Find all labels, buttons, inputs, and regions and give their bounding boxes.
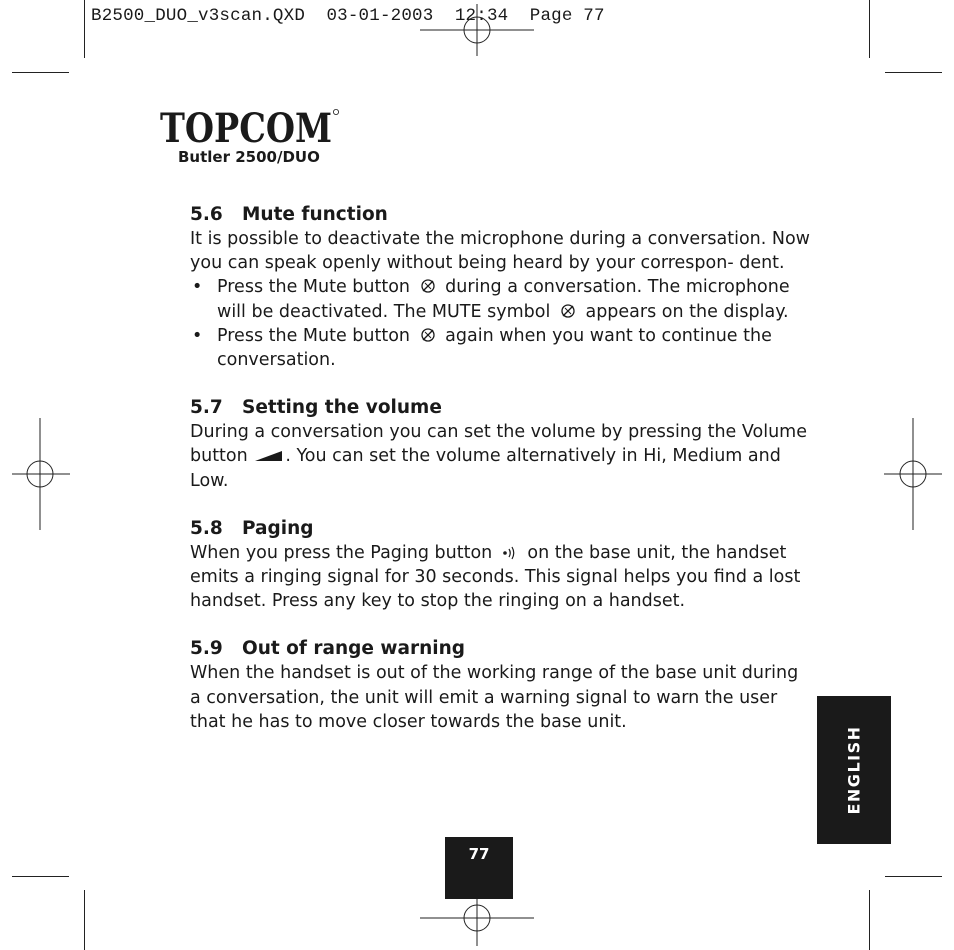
section-title: Setting the volume xyxy=(242,397,442,419)
topcom-logo xyxy=(160,105,340,152)
bullet-text: again when you want to continue the conversation. xyxy=(217,325,772,371)
mute-icon xyxy=(420,327,436,343)
section-heading xyxy=(190,396,810,420)
mute-icon xyxy=(560,303,576,319)
paragraph-text: . You can set the volume alternatively in Hi, Medium and Low. xyxy=(190,446,781,491)
print-slug: B2500_DUO_v3scan.QXD 03-01-2003 12:34 Page 77 xyxy=(91,6,605,26)
section-out-of-range xyxy=(190,637,810,734)
paragraph-text: When you press the Paging button xyxy=(190,542,493,563)
list-item xyxy=(190,275,810,323)
section-paragraph: When the handset is out of the working range of the base unit during a conversation, the unit will emit a warning signal to warn the user that he has to move closer towards the base unit. xyxy=(190,663,799,732)
bullet: • xyxy=(192,325,203,346)
section-paragraph: It is possible to deactivate the microphone during a conversation. Now you can speak openly without being heard by your correspon- dent. xyxy=(190,229,810,274)
model-name: Butler 2500/DUO xyxy=(178,148,320,166)
section-heading xyxy=(190,517,810,541)
language-label: ENGLISH xyxy=(844,725,864,815)
bullet-text: Press the Mute button xyxy=(217,325,411,346)
paging-icon xyxy=(502,544,518,560)
page-number: 77 xyxy=(468,845,490,863)
manual-content xyxy=(190,203,810,758)
section-number: 5.6 xyxy=(190,204,223,225)
language-tab xyxy=(817,696,891,844)
volume-icon xyxy=(255,450,283,462)
section-title: Mute function xyxy=(242,204,388,225)
bullet: • xyxy=(192,277,203,298)
bullet-text: during a conversation. The microphone will be deactivated. The MUTE symbol xyxy=(217,277,790,322)
section-paging xyxy=(190,517,810,614)
section-volume xyxy=(190,396,810,493)
section-paragraph xyxy=(190,420,810,493)
page-number-box xyxy=(445,837,513,899)
svg-text:TOPCOM: TOPCOM xyxy=(160,105,332,152)
bullet-text: appears on the display. xyxy=(585,301,789,322)
mute-icon xyxy=(420,278,436,294)
section-title: Paging xyxy=(242,517,314,539)
section-number: 5.9 xyxy=(190,638,223,660)
section-number: 5.7 xyxy=(190,397,223,419)
bullet-text: Press the Mute button xyxy=(217,277,411,298)
section-heading xyxy=(190,203,810,227)
paragraph-text: on the base unit, the handset emits a ringing signal for 30 seconds. This signal helps you find a lost handset. Press any key to stop the ringing on a handset. xyxy=(190,542,801,612)
section-number: 5.8 xyxy=(190,517,223,539)
section-paragraph xyxy=(190,541,810,614)
bullet-list xyxy=(190,275,810,372)
section-title: Out of range warning xyxy=(242,638,466,660)
list-item xyxy=(190,324,810,372)
section-mute xyxy=(190,203,810,372)
section-heading xyxy=(190,637,810,661)
paragraph-text: During a conversation you can set the volume by pressing the Volume button xyxy=(190,422,807,467)
